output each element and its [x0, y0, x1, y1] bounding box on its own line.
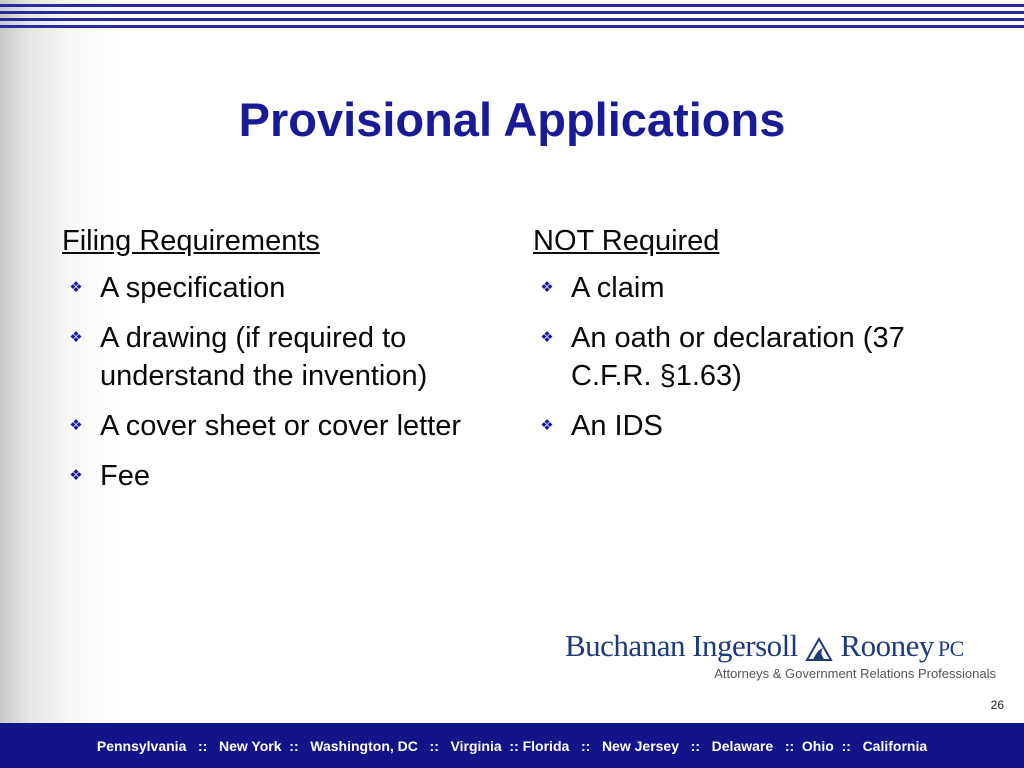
slide-title: Provisional Applications — [238, 93, 786, 146]
list-item — [533, 269, 993, 307]
list-item — [62, 319, 502, 395]
firm-logo — [565, 628, 1010, 688]
header-stripe — [0, 4, 1024, 7]
filing-requirements-column — [62, 223, 502, 507]
header-stripes — [0, 0, 1024, 34]
filing-requirements-list — [62, 269, 502, 495]
list-item-text: A specification — [100, 272, 286, 304]
header-stripe — [0, 18, 1024, 21]
filing-requirements-heading: Filing Requirements — [62, 225, 320, 257]
not-required-column — [533, 223, 993, 457]
list-item — [533, 319, 993, 395]
list-item-text: A claim — [571, 272, 665, 304]
page-number: 26 — [990, 698, 1004, 712]
diamond-bullet-icon: ❖ — [540, 329, 554, 346]
ampersand-mountain-icon — [805, 636, 833, 662]
header-stripe — [0, 11, 1024, 14]
diamond-bullet-icon: ❖ — [69, 417, 83, 434]
firm-tagline: Attorneys & Government Relations Professionals — [714, 666, 996, 681]
footer-locations: Pennsylvania :: New York :: Washington, DC :: Virginia :: Florida :: New Jersey :: Delaware :: Ohio :: California — [96, 737, 928, 754]
not-required-list — [533, 269, 993, 445]
list-item — [62, 407, 502, 445]
diamond-bullet-icon: ❖ — [540, 279, 554, 296]
firm-name — [565, 628, 1010, 667]
diamond-bullet-icon: ❖ — [69, 329, 83, 346]
firm-suffix: PC — [937, 636, 964, 661]
firm-name-part1: Buchanan Ingersoll — [565, 628, 798, 663]
diamond-bullet-icon: ❖ — [69, 467, 83, 484]
not-required-heading: NOT Required — [533, 225, 720, 257]
list-item — [62, 457, 502, 495]
footer-bar — [0, 723, 1024, 768]
list-item — [62, 269, 502, 307]
list-item-text: A cover sheet or cover letter — [100, 410, 462, 442]
list-item-text: An IDS — [571, 410, 663, 442]
list-item-text: Fee — [100, 460, 150, 492]
list-item-text: A drawing (if required to understand the invention) — [100, 322, 428, 392]
header-stripe — [0, 25, 1024, 28]
diamond-bullet-icon: ❖ — [540, 417, 554, 434]
list-item-text: An oath or declaration (37 C.F.R. §1.63) — [571, 322, 905, 392]
firm-name-part2: Rooney — [840, 628, 934, 663]
list-item — [533, 407, 993, 445]
diamond-bullet-icon: ❖ — [69, 279, 83, 296]
